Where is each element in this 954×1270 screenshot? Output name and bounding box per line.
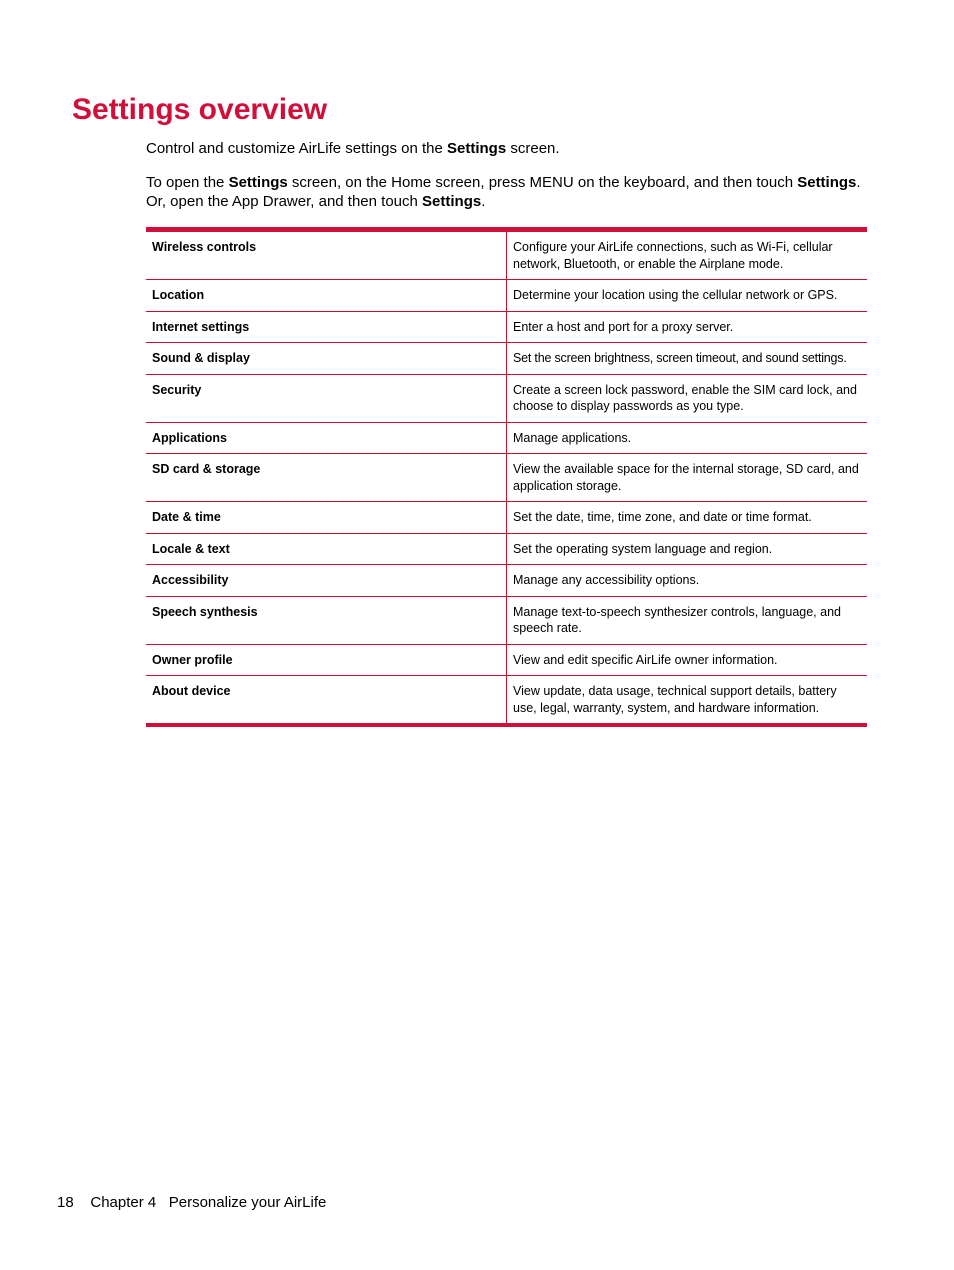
setting-description: Determine your location using the cellular network or GPS. — [513, 288, 838, 302]
table-row — [146, 533, 867, 565]
setting-name: Owner profile — [146, 645, 507, 676]
page-footer — [57, 1193, 326, 1212]
intro-paragraph — [146, 139, 866, 158]
table-row — [146, 453, 867, 501]
table-row — [146, 342, 867, 374]
table-row — [146, 644, 867, 676]
setting-name: Internet settings — [146, 312, 507, 343]
setting-description: Set the screen brightness, screen timeout, and sound settings. — [513, 351, 847, 365]
instructions-text-4: . — [481, 193, 486, 210]
setting-description: Manage any accessibility options. — [513, 573, 700, 587]
setting-description: Manage applications. — [513, 430, 632, 445]
table-row — [146, 564, 867, 596]
setting-name: Date & time — [146, 502, 507, 533]
table-row — [146, 422, 867, 454]
table-row — [146, 501, 867, 533]
instructions-paragraph — [146, 173, 866, 211]
setting-description: View the available space for the internal storage, SD card, and application storage. — [513, 462, 859, 493]
setting-description: Enter a host and port for a proxy server. — [513, 319, 734, 334]
chapter-title: Personalize your AirLife — [168, 1194, 327, 1211]
setting-name: Security — [146, 375, 507, 422]
setting-name: Wireless controls — [146, 232, 507, 279]
table-row — [146, 279, 867, 311]
instructions-text-3: . Or, open the App Drawer, and then touch — [146, 174, 861, 210]
setting-name: Speech synthesis — [146, 597, 507, 644]
chapter-label: Chapter 4 — [90, 1194, 157, 1211]
setting-name: Sound & display — [146, 343, 507, 374]
instructions-bold-1: Settings — [228, 174, 288, 191]
intro-settings-bold: Settings — [447, 140, 507, 157]
intro-text-end: screen. — [506, 140, 560, 157]
page-number: 18 — [57, 1194, 74, 1211]
intro-text: Control and customize AirLife settings on the — [146, 140, 447, 157]
setting-description: View and edit specific AirLife owner information. — [513, 652, 778, 667]
table-row — [146, 232, 867, 279]
setting-description: Set the operating system language and region. — [513, 541, 773, 556]
instructions-bold-3: Settings — [422, 193, 482, 210]
table-row — [146, 311, 867, 343]
setting-name: Locale & text — [146, 534, 507, 565]
setting-description: Manage text-to-speech synthesizer controls, language, and speech rate. — [513, 604, 841, 635]
instructions-bold-2: Settings — [797, 174, 857, 191]
setting-description: Configure your AirLife connections, such as Wi-Fi, cellular network, Bluetooth, or enable the Airplane mode. — [513, 240, 833, 271]
table-row — [146, 374, 867, 422]
setting-name: Location — [146, 280, 507, 311]
setting-description: Set the date, time, time zone, and date or time format. — [513, 510, 812, 524]
page-title: Settings overview — [72, 93, 328, 126]
setting-name: About device — [146, 676, 507, 723]
setting-name: SD card & storage — [146, 454, 507, 501]
instructions-text-2: screen, on the Home screen, press MENU on the keyboard, and then touch — [287, 174, 798, 191]
setting-name: Applications — [146, 423, 507, 454]
settings-table — [146, 227, 867, 727]
table-row — [146, 675, 867, 723]
setting-name: Accessibility — [146, 565, 507, 596]
instructions-text-1: To open the — [146, 174, 229, 191]
setting-description: View update, data usage, technical support details, battery use, legal, warranty, system, and hardware information. — [513, 684, 837, 715]
setting-description: Create a screen lock password, enable the SIM card lock, and choose to display passwords as you type. — [513, 382, 857, 413]
table-row — [146, 596, 867, 644]
